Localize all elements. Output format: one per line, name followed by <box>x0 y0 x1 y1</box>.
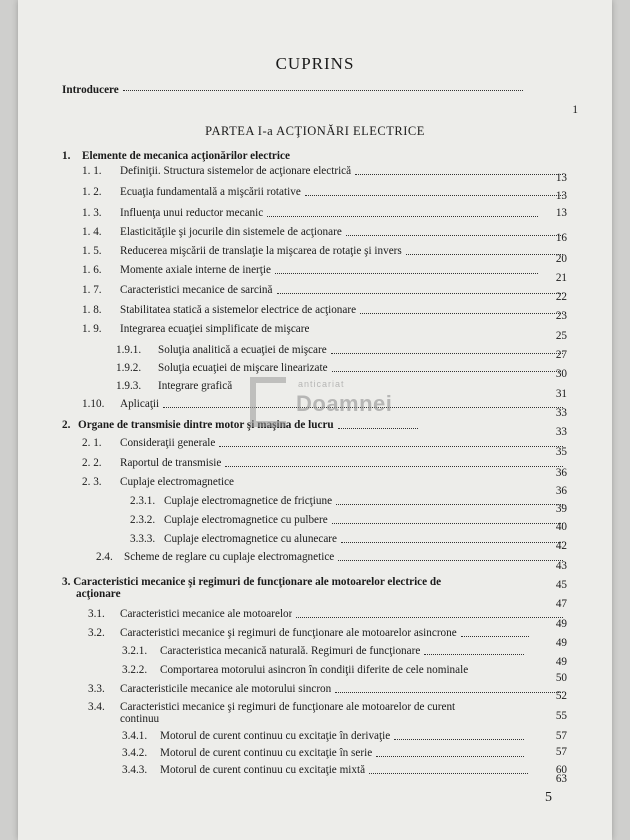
toc-row-cont: continuu <box>120 713 160 725</box>
toc-row: 3.4.3. Motorul de curent continuu cu excitaţie mixtă <box>122 764 532 777</box>
toc-row: 1. 7. Caracteristici mecanice de sarcină <box>82 284 567 297</box>
toc-row: 2.3.1. Cuplaje electromagnetice de fricţiune <box>130 495 567 508</box>
toc-row-cont: acţionare <box>76 588 121 600</box>
toc-row: 1.9.2. Soluţia ecuaţiei de mişcare linearizate <box>116 362 567 375</box>
toc-row: 1. Elemente de mecanica acţionărilor electrice <box>62 150 290 162</box>
page-title: CUPRINS <box>275 54 355 73</box>
toc-row: 2. 2. Raportul de transmisie <box>82 457 567 470</box>
intro-label: Introducere <box>62 84 119 96</box>
toc-row: 3.2.1. Caracteristica mecanică naturală. Regimuri de funcţionare <box>122 645 528 658</box>
toc-row: 2. Organe de transmisie dintre motor şi maşina de lucru <box>62 419 422 432</box>
toc-row: 2.3.2. Cuplaje electromagnetice cu pulbere <box>130 514 567 527</box>
toc-row: 2. 3. Cuplaje electromagnetice <box>82 476 234 488</box>
toc-row: 3.2. Caracteristici mecanice şi regimuri de funcţionare ale motoarelor asincrone <box>88 627 533 640</box>
toc-row: 1. 5. Reducerea mişcării de translaţie la mişcarea de rotaţie şi invers <box>82 245 567 258</box>
book-page: CUPRINS Introducere 1 PARTEA I-a ACŢIONĂRI ELECTRICE 1. Elemente de mecanica acţionărilor electrice 1. 1. Definiţii. Structura sistemelor de acţionare electrică 13 13 1. 2. Ecuaţia fundamentală a mişcării rotative 13 1. 3. Influenţa unui reductor mecanic 1. 4. Elasticităţile şi jocurile din sistemele de acţionare 16 1. 5. Reducerea mişcării de translaţie la mişcarea de rotaţie şi invers 20 1. 6. Momente axiale interne de inerţie 21 1. 7. Caracteristici mecanice de sarcină 22 1. 8. Stabilitatea statică a sistemelor electrice de acţionare 23 1. 9. Integrarea ecuaţiei simplificate de mişcare 25 27 1.9.1. Soluţia analitică a ecuaţiei de mişcare 30 1.9.2. Soluţia ecuaţiei de mişcare linearizate 31 1.9.3. Integrare grafică 33 1.10. Aplicaţii 33 2. Organe de transmisie dintre motor şi maşina de lucru 35 2. 1. Consideraţii generale 36 2. 2. Raportul de transmisie 36 2. 3. Cuplaje electromagnetice 39 2.3.1. Cuplaje electromagnetice de fricţiune 40 2.3.2. Cuplaje electromagnetice cu pulbere 42 3.3.3. Cuplaje electromagnetice cu alunecare 43 2.4. Scheme de reglare cu cuplaje electromagnetice 45 47 3. Caracteristici mecanice şi regimuri de funcţionare ale motoarelor electrice de acţionare 49 3.1. Caracteristici mecanice ale motoarelor 49 3.2. Caracteristici mecanice şi regimuri de funcţionare ale motoarelor asincrone 49 3.2.1. Caracteristica mecanică naturală. Regimuri de funcţionare 3.2.2. Comportarea motorului asincron în condiţii diferite de cele nominale 50 3.3. Caracteristicile mecanice ale motorului sincron 52 3.4. Caracteristici mecanice şi regimuri de funcţionare ale motoarelor de curent 55 continuu 57 3.4.1. Motorul de curent continuu cu excitaţie în derivaţie 57 3.4.2. Motorul de curent continuu cu excitaţie în serie 60 3.4.3. Motorul de curent continuu cu excitaţie mixtă 63 5 anticariat Doamnei <box>18 0 612 840</box>
toc-row: 1. 4. Elasticităţile şi jocurile din sistemele de acţionare <box>82 226 567 239</box>
toc-row: 3.4. Caracteristici mecanice şi regimuri de funcţionare ale motoarelor de curent <box>88 701 456 713</box>
watermark-large: Doamnei <box>296 391 393 416</box>
page-number: 5 <box>545 790 552 805</box>
toc-row: 3. Caracteristici mecanice şi regimuri de funcţionare ale motoarelor electrice de <box>62 576 442 588</box>
watermark-small: anticariat <box>298 379 345 389</box>
intro-page: 1 <box>572 104 578 116</box>
toc-row: 1. 6. Momente axiale interne de inerţie <box>82 264 542 277</box>
toc-row: 2.4. Scheme de reglare cu cuplaje electromagnetice <box>96 551 567 564</box>
watermark-logo <box>250 377 420 433</box>
toc-row: 1. 2. Ecuaţia fundamentală a mişcării rotative <box>82 186 567 199</box>
toc-row: 3.4.1. Motorul de curent continuu cu excitaţie în derivaţie <box>122 730 528 743</box>
toc-row: 1. 3. Influenţa unui reductor mecanic <box>82 207 542 220</box>
toc-row: 3.1. Caracteristici mecanice ale motoarelor <box>88 608 567 621</box>
toc-intro <box>62 84 523 96</box>
leader-dots <box>123 90 523 91</box>
watermark-frame-icon <box>250 377 286 427</box>
toc-row: 3.3.3. Cuplaje electromagnetice cu alunecare <box>130 533 567 546</box>
toc-row: 1.9.3. Integrare grafică <box>116 380 233 392</box>
toc-row: 2. 1. Consideraţii generale <box>82 437 567 450</box>
toc-row: 3.2.2. Comportarea motorului asincron în condiţii diferite de cele nominale <box>122 664 469 676</box>
toc-row: 1. 9. Integrarea ecuaţiei simplificate de mişcare <box>82 323 310 335</box>
toc-row: 1.10. Aplicaţii <box>82 398 567 411</box>
toc-row: 1. 1. Definiţii. Structura sistemelor de acţionare electrică <box>82 165 567 178</box>
toc-row: 3.4.2. Motorul de curent continuu cu excitaţie în serie <box>122 747 528 760</box>
toc-row: 1. 8. Stabilitatea statică a sistemelor electrice de acţionare <box>82 304 567 317</box>
toc-row: 1.9.1. Soluţia analitică a ecuaţiei de mişcare <box>116 344 567 357</box>
toc-row: 3.3. Caracteristicile mecanice ale motorului sincron <box>88 683 567 696</box>
part-heading: PARTEA I-a ACŢIONĂRI ELECTRICE <box>205 124 425 138</box>
